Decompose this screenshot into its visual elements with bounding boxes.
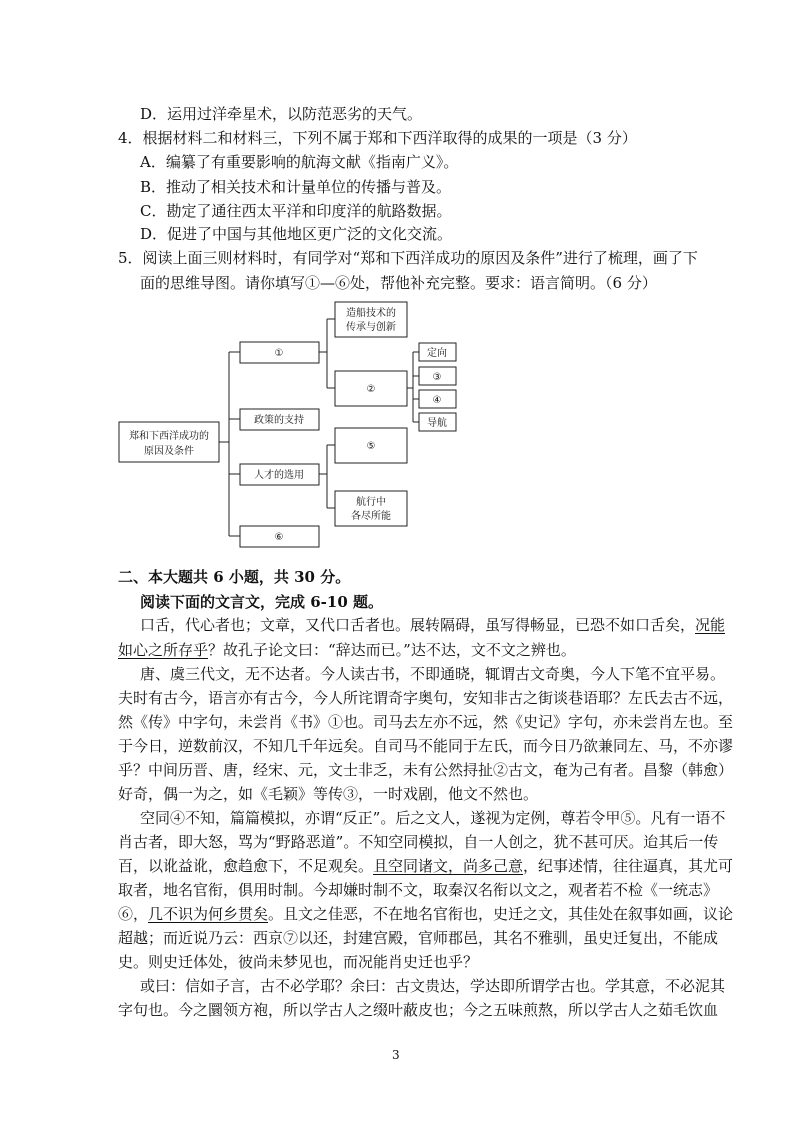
q3-option-d: D．运用过洋牵星术，以防范恶劣的天气。 [140, 105, 423, 123]
passage-p2-line6: 好奇，偶一为之，如《毛颖》等传③，一时戏剧，他文不然也。 [118, 785, 539, 803]
mindmap-node-5: ⑤ [366, 441, 376, 452]
page-number: 3 [392, 1048, 400, 1062]
mindmap-root-line2: 原因及条件 [144, 446, 194, 457]
underlined-phrase-1b: 如心之所存乎 [118, 641, 209, 659]
mindmap-node-1: ① [274, 348, 284, 359]
q5-stem-line2: 面的思维导图。请你填写①—⑥处，帮他补充完整。要求：语言简明。（6 分） [140, 274, 657, 292]
underlined-phrase-2: 且空同诸文，尚多己意 [373, 857, 524, 875]
passage-p1-line2: 如心之所存乎？故孔子论文曰：“辞达而已。”达不达，文不文之辨也。 [118, 641, 576, 659]
passage-p3-line7: 史。则史迁体处，彼尚未梦见也，而况能肖史迁也乎？ [118, 953, 479, 971]
q5-stem-line1: 5．阅读上面三则材料时，有同学对“郑和下西洋成功的原因及条件”进行了梳理，画了下 [118, 249, 698, 267]
mindmap-node-hang-line2: 各尽所能 [351, 511, 391, 522]
mindmap-node-4: ④ [432, 395, 442, 406]
passage-p2-line4: 于今日，逆数前汉，不知几千年远矣。自司马不能同于左氏，而今日乃欲兼同左、马，不亦谬 [118, 737, 734, 755]
passage-p3-line6: 超越；而近说乃云：西京⑦以还，封建宫殿，官师郡邑，其名不雅驯，虽史迁复出，不能成 [118, 929, 719, 947]
passage-p3-line1: 空同④不知，篇篇模拟，亦谓“反正”。后之文人，遂视为定例，尊若令甲⑤。凡有一语不 [140, 809, 726, 827]
q4-option-d: D．促进了中国与其他地区更广泛的文化交流。 [140, 225, 453, 243]
q4-option-c: C．勘定了通往西太平洋和印度洋的航路数据。 [140, 202, 452, 220]
passage-p3-line2: 肖古者，即大怒，骂为“野路恶道”。不知空同模拟，自一人创之，犹不甚可厌。迨其后一传 [118, 833, 719, 851]
passage-p2-line2: 夫时有古今，语言亦有古今，今人所诧谓奇字奥句，安知非古之街谈巷语耶？左氏去古不远， [118, 689, 734, 707]
passage-p3-line4: 取者，地名官衔，俱用时制。今却嫌时制不文，取秦汉名衔以文之，观者若不检《一统志》 [118, 881, 719, 899]
mindmap-node-dingxiang: 定向 [427, 348, 447, 359]
mindmap-node-3: ③ [432, 372, 442, 383]
mindmap-node-daohang: 导航 [427, 418, 447, 429]
mindmap-root-line1: 郑和下西洋成功的 [129, 431, 209, 442]
q4-option-b: B．推动了相关技术和计量单位的传播与普及。 [140, 178, 452, 196]
q4-stem: 4．根据材料二和材料三，下列不属于郑和下西洋取得的成果的一项是（3 分） [118, 129, 637, 147]
passage-p4-line1: 或曰：信如子言，古不必学耶？余曰：古文贵达，学达即所谓学古也。学其意，不必泥其 [140, 977, 726, 995]
underlined-phrase-3: 几不识为何乡贯矣 [148, 905, 269, 923]
passage-p2-line3: 然《传》中字句，未尝肖《书》①也。司马去左亦不远，然《史记》字句，亦未尝肖左也。至 [118, 713, 734, 731]
passage-p3-line5: ⑥，几不识为何乡贯矣。且文之佳恶，不在地名官衔也，史迁之文，其佳处在叙事如画，议论 [118, 905, 734, 923]
mindmap-node-2: ② [366, 384, 376, 395]
passage-p4-line2: 字句也。今之圜领方袍，所以学古人之缀叶蔽皮也；今之五味煎熬，所以学古人之茹毛饮血 [118, 1001, 719, 1019]
mindmap-node-policy: 政策的支持 [254, 415, 304, 426]
section2-instruction: 阅读下面的文言文，完成 6-10 题。 [140, 593, 383, 611]
passage-p2-line1: 唐、虞三代文，无不达者。今人读古书，不即通晓，辄谓古文奇奥，今人下笔不宜平易。 [140, 665, 726, 683]
mindmap-node-hang-line1: 航行中 [356, 497, 386, 508]
passage-p3-line3: 百，以讹益讹，愈趋愈下，不足观矣。且空同诸文，尚多己意，纪事述情，往往逼真，其尤可 [118, 857, 734, 875]
mindmap-node-6: ⑥ [274, 532, 284, 543]
underlined-phrase-1a: 况能 [695, 616, 726, 634]
passage-p1-line1: 口舌，代心者也；文章，又代口舌者也。展转隔碍，虽写得畅显，已恐不如口舌矣，况能 [140, 616, 726, 634]
section2-heading: 二、本大题共 6 小题，共 30 分。 [118, 568, 351, 586]
mindmap-node-talent: 人才的选用 [254, 470, 304, 481]
q4-option-a: A．编纂了有重要影响的航海文献《指南广义》。 [140, 153, 459, 171]
mindmap-node-ship-line2: 传承与创新 [346, 322, 396, 333]
passage-p2-line5: 乎？中间历晋、唐，经宋、元，文士非乏，未有公然挦扯②古文，奄为己有者。昌黎（韩愈） [118, 761, 734, 779]
mindmap-node-ship-line1: 造船技术的 [346, 308, 396, 319]
